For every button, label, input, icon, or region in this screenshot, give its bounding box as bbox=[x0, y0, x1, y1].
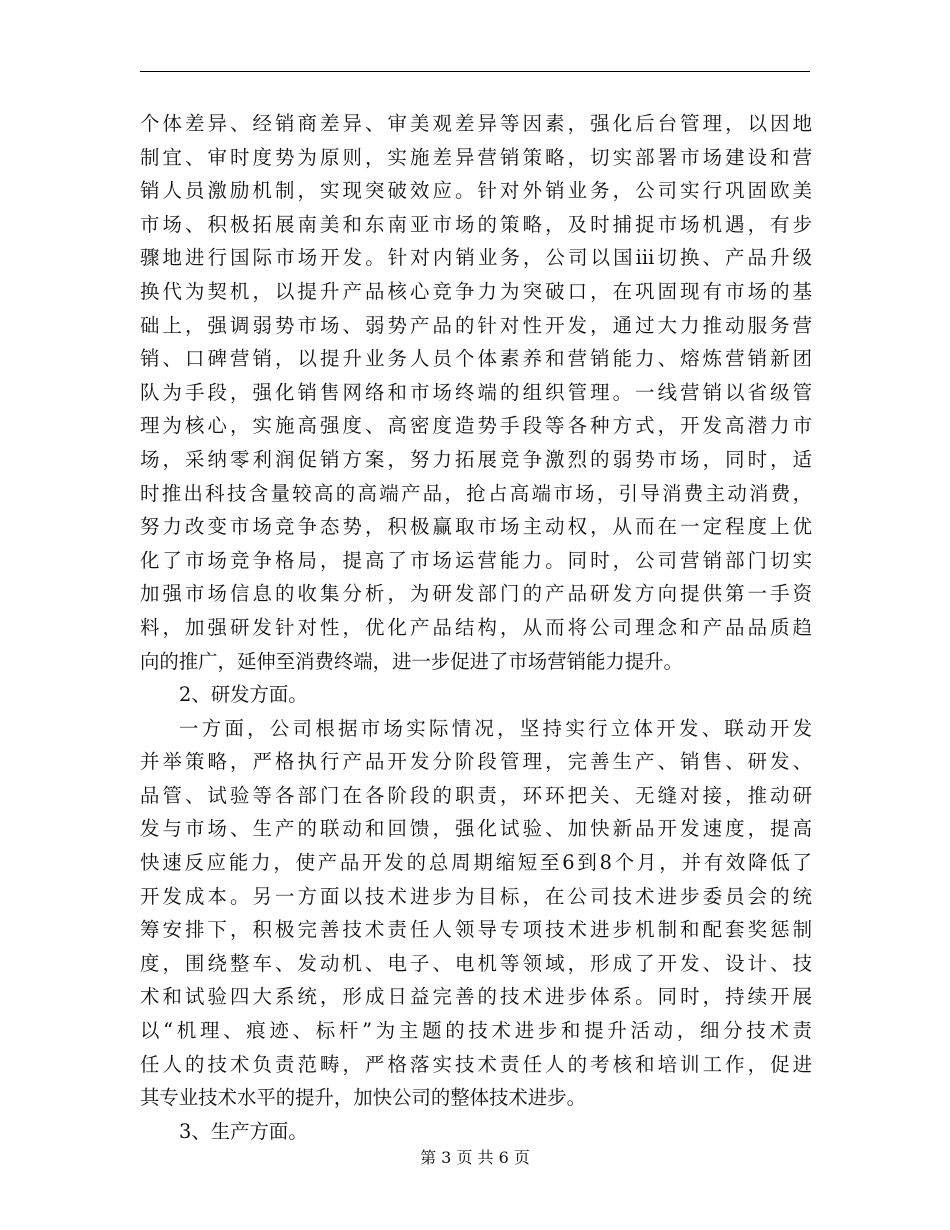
text-line: 队为手段，强化销售网络和市场终端的组织管理。一线营销以省级管 bbox=[140, 380, 812, 404]
text-line: 品管、试验等各部门在各阶段的职责，环环把关、无缝对接，推动研 bbox=[140, 783, 812, 807]
section-heading: 3、生产方面。 bbox=[179, 1119, 308, 1143]
text-line: 时推出科技含量较高的高端产品，抢占高端市场，引导消费主动消费， bbox=[140, 481, 812, 505]
text-line: 一方面，公司根据市场实际情况，坚持实行立体开发、联动开发 bbox=[179, 716, 812, 740]
text-line: 筹安排下，积极完善技术责任人领导专项技术进步机制和配套奖惩制 bbox=[140, 918, 812, 942]
text-line: 向的推广，延伸至消费终端，进一步促进了市场营销能力提升。 bbox=[140, 649, 683, 673]
text-line: 础上，强调弱势市场、弱势产品的针对性开发，通过大力推动服务营 bbox=[140, 313, 812, 337]
text-line: 理为核心，实施高强度、高密度造势手段等各种方式，开发高潜力市 bbox=[140, 414, 812, 438]
text-line: 制宜、审时度势为原则，实施差异营销策略，切实部署市场建设和营 bbox=[140, 145, 812, 169]
page-number: 第 3 页 共 6 页 bbox=[420, 1148, 530, 1167]
text-line: 快速反应能力，使产品开发的总周期缩短至6到8个月，并有效降低了 bbox=[140, 851, 812, 875]
text-line: 骤地进行国际市场开发。针对内销业务，公司以国iii切换、产品升级 bbox=[140, 246, 812, 270]
document-body bbox=[140, 107, 812, 1148]
text-line: 开发成本。另一方面以技术进步为目标，在公司技术进步委员会的统 bbox=[140, 884, 812, 908]
text-line: 销人员激励机制，实现突破效应。针对外销业务，公司实行巩固欧美 bbox=[140, 179, 812, 203]
text-line: 任人的技术负责范畴，严格落实技术责任人的考核和培训工作，促进 bbox=[140, 1052, 812, 1076]
text-line: 度，围绕整车、发动机、电子、电机等领域，形成了开发、设计、技 bbox=[140, 951, 812, 975]
text-line: 场，采纳零利润促销方案，努力拓展竞争激烈的弱势市场，同时，适 bbox=[140, 447, 812, 471]
text-line: 加强市场信息的收集分析，为研发部门的产品研发方向提供第一手资 bbox=[140, 582, 812, 606]
text-line: 销、口碑营销，以提升业务人员个体素养和营销能力、熔炼营销新团 bbox=[140, 347, 812, 371]
text-line: 发与市场、生产的联动和回馈，强化试验、加快新品开发速度，提高 bbox=[140, 817, 812, 841]
text-line: 化了市场竞争格局，提高了市场运营能力。同时，公司营销部门切实 bbox=[140, 548, 812, 572]
text-line: 努力改变市场竞争态势，积极赢取市场主动权，从而在一定程度上优 bbox=[140, 515, 812, 539]
text-line: 以“机理、痕迹、标杆”为主题的技术进步和提升活动，细分技术责 bbox=[140, 1019, 812, 1043]
text-line: 料，加强研发针对性，优化产品结构，从而将公司理念和产品品质趋 bbox=[140, 615, 812, 639]
text-line: 并举策略，严格执行产品开发分阶段管理，完善生产、销售、研发、 bbox=[140, 750, 812, 774]
section-heading: 2、研发方面。 bbox=[179, 683, 308, 707]
text-line: 术和试验四大系统，形成日益完善的技术进步体系。同时，持续开展 bbox=[140, 985, 812, 1009]
text-line: 个体差异、经销商差异、审美观差异等因素，强化后台管理，以因地 bbox=[140, 112, 812, 135]
header-rule bbox=[140, 71, 810, 72]
text-line: 市场、积极拓展南美和东南亚市场的策略，及时捕捉市场机遇，有步 bbox=[140, 212, 812, 236]
text-line: 换代为契机，以提升产品核心竞争力为突破口，在巩固现有市场的基 bbox=[140, 279, 812, 303]
text-line: 其专业技术水平的提升，加快公司的整体技术进步。 bbox=[140, 1086, 586, 1110]
